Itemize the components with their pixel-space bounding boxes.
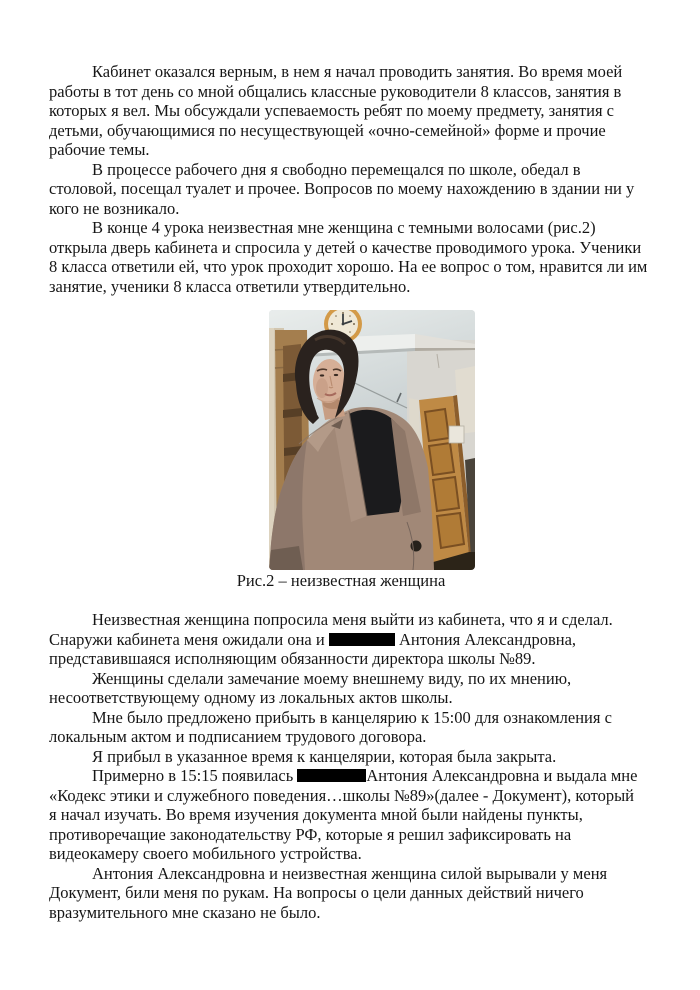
text-line: детьми, обучающимися по несуществующей «очно-семейной» форме и прочие [49, 120, 606, 140]
paragraph [49, 766, 659, 864]
text-line: Неизвестная женщина попросила меня выйти из кабинета, что я и сделал. [92, 610, 613, 629]
text-line: работы в тот день со мной общались классные руководители 8 классов, занятия в [49, 81, 622, 101]
text-line: В конце 4 урока неизвестная мне женщина с темными волосами (рис.2) [92, 218, 596, 237]
text-line: локальным актом и подписанием трудового договора. [49, 727, 427, 746]
paragraph [49, 218, 659, 296]
text-line: столовой, посещал туалет и прочее. Вопросов по моему нахождению в здании ни у [49, 179, 635, 198]
figure-caption: Рис.2 – неизвестная женщина [236, 571, 446, 590]
paragraph [49, 62, 659, 160]
text-line: Документ, били меня по рукам. На вопросы о цели данных действий ничего [49, 883, 584, 902]
unknown-woman-photo [269, 310, 475, 570]
redaction-box [329, 633, 395, 646]
text-line: В процессе рабочего дня я свободно перемещался по школе, обедал в [92, 159, 581, 179]
redaction-box [297, 769, 366, 782]
text-line: Снаружи кабинета меня ожидали она и Антония Александровна, [49, 629, 577, 649]
text-line: противоречащие законодательству РФ, которые я решил зафиксировать на [49, 824, 572, 844]
paragraph [49, 864, 659, 923]
text-block-top [49, 62, 659, 296]
text-line: кого не возникало. [49, 198, 180, 218]
text-line: 8 класса ответили ей, что урок проходит хорошо. На ее вопрос о том, нравится ли им [49, 257, 648, 276]
text-line: Мне было предложено прибыть в канцелярию к 15:00 для ознакомления с [92, 707, 612, 727]
text-line: которых я вел. Мы обсуждали успеваемость ребят по моему предмету, занятия с [49, 101, 614, 120]
text-line: несоответствующему одному из локальных актов школы. [49, 688, 453, 707]
text-line: Женщины сделали замечание моему внешнему виду, по их мнению, [92, 668, 572, 688]
text-line: открыла дверь кабинета и спросила у детей о качестве проводимого урока. Ученики [49, 237, 642, 257]
text-line: я начал изучать. Во время изучения документа мной были найдены пункты, [49, 805, 583, 824]
text-line: Антония Александровна и неизвестная женщина силой вырывали у меня [92, 863, 608, 883]
text-line: Я прибыл в указанное время к канцелярии, которая была закрыта. [92, 746, 557, 766]
figure-photo [269, 310, 475, 570]
text-line: видеокамеру своего мобильного устройства. [49, 844, 362, 863]
paragraph [49, 610, 659, 669]
paragraph [49, 747, 659, 767]
text-block-bottom [49, 610, 659, 922]
paragraph [49, 708, 659, 747]
text-line: Кабинет оказался верным, в нем я начал проводить занятия. Во время моей [92, 62, 623, 81]
text-line: представившаяся исполняющим обязанности директора школы №89. [49, 649, 536, 668]
text-line: «Кодекс этики и служебного поведения…школы №89»(далее - Документ), который [49, 785, 635, 805]
paragraph [49, 669, 659, 708]
text-line: вразумительного мне сказано не было. [49, 902, 321, 922]
paragraph [49, 160, 659, 219]
text-line: рабочие темы. [49, 140, 150, 159]
text-line: Примерно в 15:15 появилась Антония Александровна и выдала мне [92, 766, 638, 785]
text-line: занятие, ученики 8 класса ответили утвердительно. [49, 276, 411, 296]
